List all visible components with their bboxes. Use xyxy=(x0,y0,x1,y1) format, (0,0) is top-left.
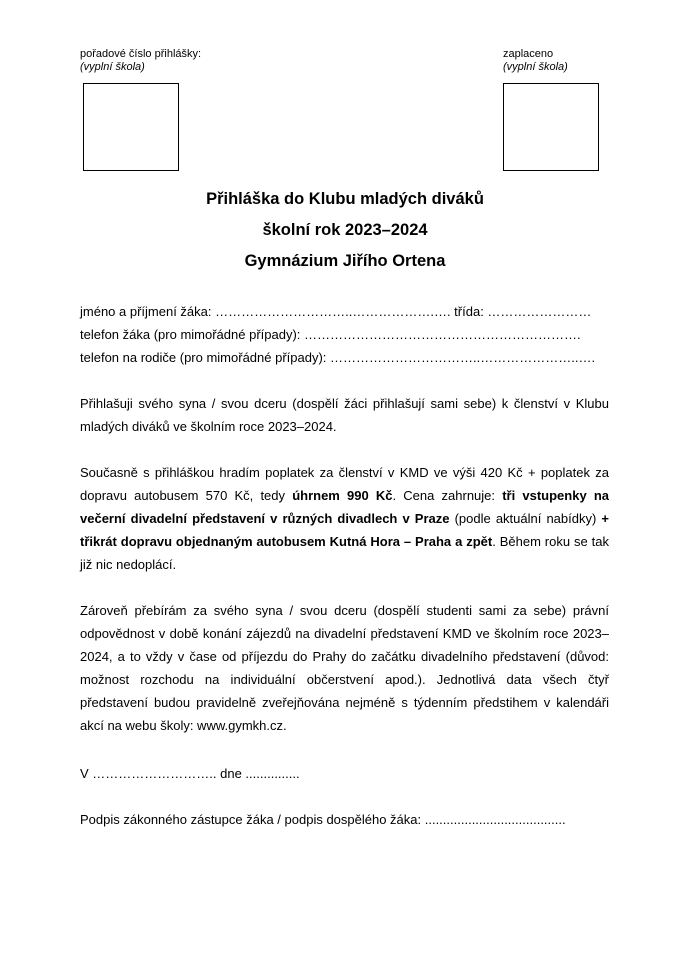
order-number-note: (vyplní škola) xyxy=(80,61,145,73)
fee-includes-tickets: tři vstupenky na večerní divadelní představení v různých divadlech v Praze xyxy=(80,488,610,526)
fee-text-2: . Cena zahrnuje: xyxy=(392,488,503,503)
place-date-field[interactable]: V ……………………….. dne ............... xyxy=(80,766,300,781)
title-line-3: Gymnázium Jiřího Ortena xyxy=(244,252,446,270)
liability-paragraph: Zároveň přebírám za svého syna / svou dceru (dospělí studenti sami za sebe) právní odpovědnost v době konání zájezdů na divadelní představení KMD ve školním roce 2023–2024, a to vždy v čase od příjezdu do Prahy do začátku divadelního představení (důvod: možnost rozchodu na individuální občerstvení apod.). Jednotlivá data všech čtyř představení budou pravidelně zveřejňována nejméně s týdenním předstihem v kalendáři akcí na webu školy: www.gymkh.cz. xyxy=(80,603,609,733)
paid-label: zaplaceno xyxy=(503,48,554,60)
fee-text-3: (podle aktuální nabídky) xyxy=(449,511,602,526)
parent-phone-field[interactable]: telefon na rodiče (pro mimořádné případy): ……………………………..…………………..…. xyxy=(80,350,596,365)
paid-label-block xyxy=(503,48,568,74)
student-name-class-field[interactable]: jméno a příjmení žáka: …………………………..……………….…. třída: …………………… xyxy=(80,304,592,319)
order-number-label-block xyxy=(80,48,201,74)
fee-text-4: . Během roku se tak již nic nedoplácí. xyxy=(80,534,609,572)
signature-field[interactable]: Podpis zákonného zástupce žáka / podpis dospělého žáka: ....................................... xyxy=(80,812,566,827)
title-line-1: Přihláška do Klubu mladých diváků xyxy=(206,190,484,208)
enrollment-paragraph: Přihlašuji svého syna / svou dceru (dospělí žáci přihlašují sami sebe) k členství v Klubu mladých diváků ve školním roce 2023–2024. xyxy=(80,396,609,434)
fee-includes-transport: + třikrát dopravu objednaným autobusem Kutná Hora – Praha a zpět xyxy=(80,511,609,549)
title-line-2: školní rok 2023–2024 xyxy=(262,221,428,239)
form-title xyxy=(80,186,610,275)
fee-total: úhrnem 990 Kč xyxy=(292,488,393,503)
order-number-label: pořadové číslo přihlášky: xyxy=(80,48,202,60)
student-phone-field[interactable]: telefon žáka (pro mimořádné případy): ………………………………………………………. xyxy=(80,327,581,342)
fee-text-1: Současně s přihláškou hradím poplatek za členství v KMD ve výši 420 Kč + poplatek za dopravu autobusem 570 Kč, tedy xyxy=(80,465,609,503)
fee-paragraph xyxy=(80,461,609,576)
student-info-fields xyxy=(80,300,620,369)
paid-note: (vyplní škola) xyxy=(503,61,568,73)
order-number-box[interactable] xyxy=(83,83,179,171)
paid-box[interactable] xyxy=(503,83,599,171)
